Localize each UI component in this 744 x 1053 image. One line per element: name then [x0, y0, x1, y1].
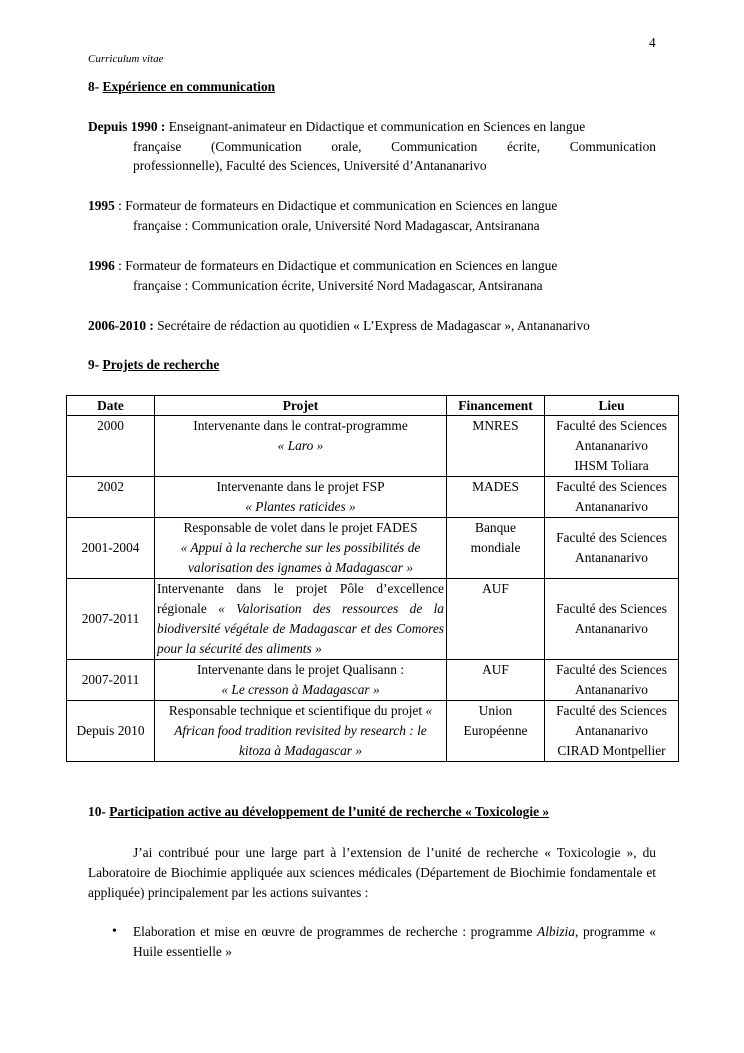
entry-text: : Formateur de formateurs en Didactique et communication en Sciences en langue — [118, 198, 558, 213]
experience-entry — [88, 316, 656, 336]
project-description: Responsable technique et scientifique du projet — [168, 703, 423, 718]
cell-project — [155, 701, 447, 762]
project-description: Responsable de volet dans le projet FADES — [183, 520, 418, 535]
cell-funding — [447, 518, 545, 579]
experience-entry — [88, 196, 656, 235]
table-header-row — [67, 396, 679, 416]
entry-text: française : Communication orale, Université Nord Madagascar, Antsiranana — [133, 217, 540, 233]
section-9-title — [88, 357, 219, 373]
project-title: « African food tradition revisited by research : le kitoza à Madagascar » — [174, 703, 433, 758]
location-line: Antananarivo — [575, 723, 648, 738]
location-line: Faculté des Sciences — [556, 479, 667, 494]
bullet-text-b: , programme « Huile essentielle » — [133, 924, 656, 959]
project-description: Intervenante dans le projet Pôle d’excellence régionale — [157, 581, 444, 616]
project-title: « Valorisation des ressources de la biodiversité végétale de Madagascar et des Comores pour la sécurité des aliments » — [157, 601, 444, 656]
table-row — [67, 579, 679, 660]
entry-label: Depuis 1990 : — [88, 119, 166, 134]
table-row — [67, 660, 679, 701]
location-line: Faculté des Sciences — [556, 662, 667, 677]
cell-date: 2001-2004 — [67, 518, 155, 579]
cell-location — [545, 579, 679, 660]
column-header-funding: Financement — [447, 396, 545, 416]
cell-location — [545, 660, 679, 701]
cell-date: 2007-2011 — [67, 660, 155, 701]
cell-location — [545, 518, 679, 579]
entry-label: 1995 — [88, 198, 115, 213]
projects-table — [66, 395, 679, 762]
cell-project — [155, 416, 447, 477]
section-heading: Participation active au développement de l’unité de recherche « Toxicologie » — [109, 804, 550, 819]
bullet-icon: • — [112, 924, 117, 939]
location-line: Faculté des Sciences — [556, 601, 667, 616]
location-line: IHSM Toliara — [574, 458, 649, 473]
cell-funding: AUF — [447, 579, 545, 660]
section-10-paragraph: J’ai contribué pour une large part à l’extension de l’unité de recherche « Toxicologie », du Laboratoire de Biochimie appliquée aux sciences médicales (Département de Biochimie fondamentale et appliquée) principalement par les actions suivantes : — [88, 845, 656, 900]
cell-location — [545, 477, 679, 518]
section-heading: Projets de recherche — [102, 357, 220, 372]
bullet-text-a: Elaboration et mise en œuvre de programmes de recherche : programme — [133, 924, 533, 939]
cell-funding — [447, 701, 545, 762]
cell-project — [155, 660, 447, 701]
project-title: « Appui à la recherche sur les possibilités de valorisation des ignames à Madagascar » — [180, 540, 421, 575]
cell-funding: AUF — [447, 660, 545, 701]
section-number: 10- — [88, 804, 106, 819]
project-description: Intervenante dans le projet Qualisann : — [196, 662, 405, 677]
cell-funding: MNRES — [447, 416, 545, 477]
location-line: Faculté des Sciences — [556, 703, 667, 718]
funding-line: Union — [478, 703, 513, 718]
section-number: 9- — [88, 357, 100, 372]
entry-text: professionnelle), Faculté des Sciences, Université d’Antananarivo — [133, 158, 487, 173]
section-10-title — [88, 804, 549, 820]
table-row — [67, 477, 679, 518]
location-line: Antananarivo — [575, 438, 648, 453]
project-description: Intervenante dans le contrat-programme — [193, 418, 408, 433]
funding-line: mondiale — [470, 540, 521, 555]
entry-text: française (Communication orale, Communication écrite, Communication — [133, 138, 656, 154]
entry-label: 1996 — [88, 258, 115, 273]
entry-text: Secrétaire de rédaction au quotidien « L’Express de Madagascar », Antananarivo — [157, 318, 590, 333]
page-number: 4 — [649, 35, 656, 50]
column-header-location: Lieu — [545, 396, 679, 416]
cell-date: 2007-2011 — [67, 579, 155, 660]
funding-line: Banque — [475, 520, 516, 535]
location-line: CIRAD Montpellier — [557, 743, 666, 758]
cell-date: Depuis 2010 — [67, 701, 155, 762]
bullet-text-italic: Albizia — [537, 924, 575, 939]
cell-location — [545, 701, 679, 762]
funding-line: Européenne — [463, 723, 528, 738]
project-description: Intervenante dans le projet FSP — [216, 479, 385, 494]
cell-project — [155, 477, 447, 518]
cell-project — [155, 518, 447, 579]
experience-entry — [88, 117, 656, 176]
entry-text: Enseignant-animateur en Didactique et communication en Sciences en langue — [168, 119, 586, 134]
cell-date: 2002 — [67, 477, 155, 518]
entry-text: française : Communication écrite, Université Nord Madagascar, Antsiranana — [133, 277, 543, 293]
project-title: « Laro » — [277, 438, 324, 453]
cell-funding: MADES — [447, 477, 545, 518]
section-heading: Expérience en communication — [102, 79, 276, 94]
location-line: Antananarivo — [575, 682, 648, 697]
bullet-item — [133, 922, 656, 962]
entry-label: 2006-2010 : — [88, 318, 154, 333]
location-line: Faculté des Sciences — [556, 530, 667, 545]
running-header: Curriculum vitae — [88, 53, 164, 65]
entry-text: : Formateur de formateurs en Didactique et communication en Sciences en langue — [118, 258, 558, 273]
column-header-project: Projet — [155, 396, 447, 416]
section-8-title — [88, 79, 275, 95]
cell-location — [545, 416, 679, 477]
section-number: 8- — [88, 79, 100, 94]
location-line: Faculté des Sciences — [556, 418, 667, 433]
table-row — [67, 518, 679, 579]
table-row — [67, 416, 679, 477]
location-line: Antananarivo — [575, 621, 648, 636]
location-line: Antananarivo — [575, 550, 648, 565]
location-line: Antananarivo — [575, 499, 648, 514]
experience-entry — [88, 256, 656, 295]
cell-date: 2000 — [67, 416, 155, 477]
table-row — [67, 701, 679, 762]
cell-project — [155, 579, 447, 660]
project-title: « Plantes raticides » — [245, 499, 356, 514]
column-header-date: Date — [67, 396, 155, 416]
project-title: « Le cresson à Madagascar » — [221, 682, 380, 697]
